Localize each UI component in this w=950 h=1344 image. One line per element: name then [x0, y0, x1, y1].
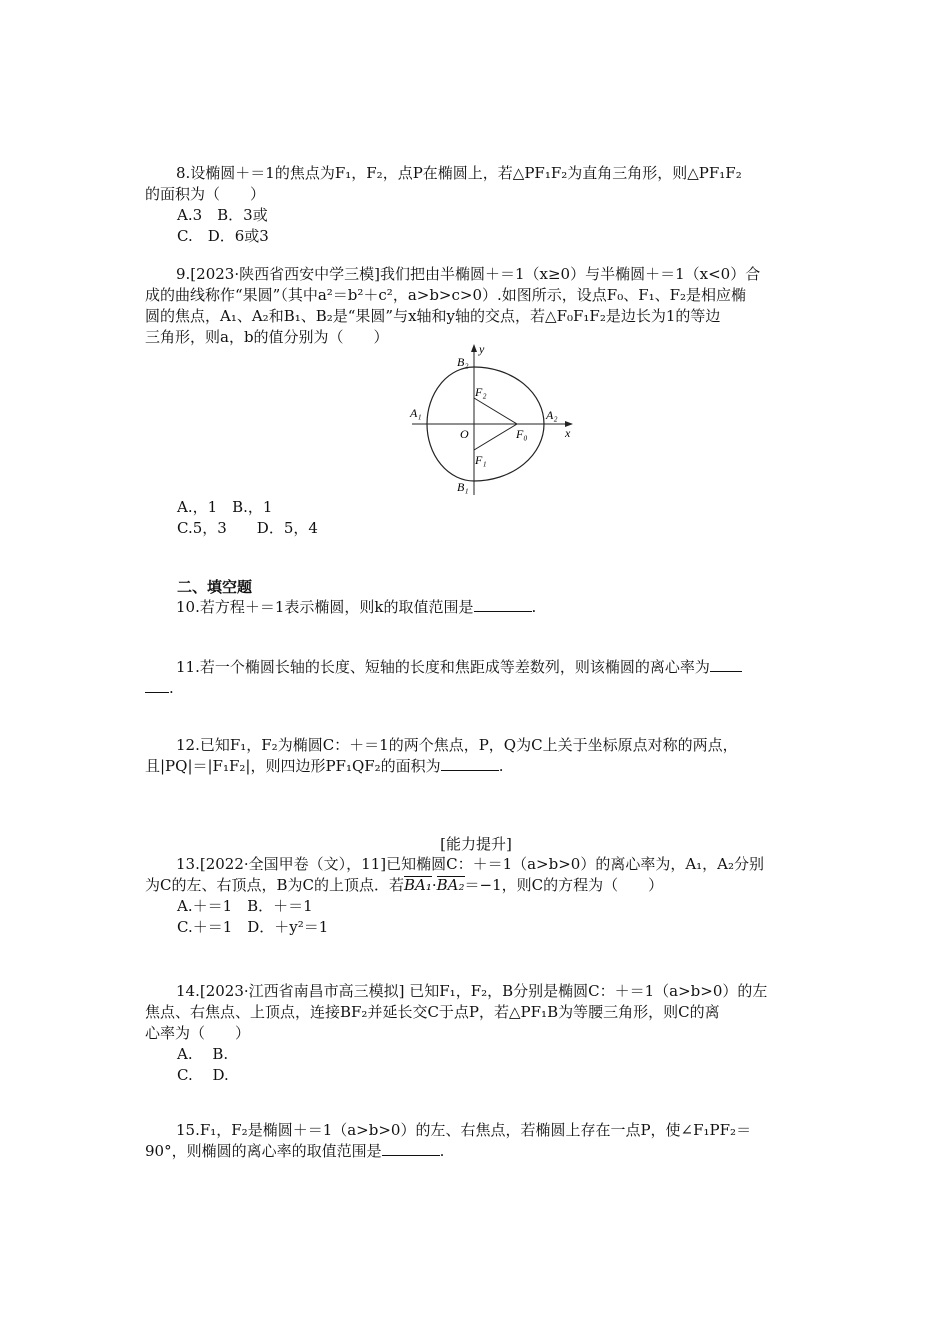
q9-line1: 9.[2023·陕西省西安中学三模]我们把由半椭圆＋＝1（x≥0）与半椭圆＋＝1（x<0）合 — [176, 265, 761, 283]
q10-text: 10.若方程＋＝1表示椭圆，则k的取值范围是 — [176, 598, 474, 616]
section-ability-title: [能力提升] — [440, 835, 512, 853]
q8-line1: 8.设椭圆＋＝1的焦点为F₁，F₂，点P在椭圆上，若△PF₁F₂为直角三角形，则△PF₁F₂ — [176, 164, 742, 182]
q10-answer-blank — [474, 597, 532, 612]
q13-dot: · — [431, 876, 437, 894]
label-a1: A₁ — [410, 406, 422, 420]
label-f2: F₂ — [475, 385, 487, 399]
q14-options-ab: A. B. — [177, 1045, 229, 1063]
label-b2: B₂ — [457, 355, 469, 369]
label-a2: A₂ — [546, 408, 558, 422]
q14-line1: 14.[2023·江西省南昌市高三模拟] 已知F₁，F₂，B分别是椭圆C：＋＝1（a>b>0）的左 — [176, 982, 768, 1000]
vector-arrow-bar — [437, 876, 465, 877]
q9-options-ab: A.，1 B.，1 — [177, 498, 273, 516]
q15-end: . — [439, 1142, 445, 1160]
question-9 — [145, 264, 807, 348]
fruit-ellipse-figure — [405, 340, 580, 500]
q9-options-cd: C.5，3 D．5，4 — [177, 519, 318, 537]
q12-answer-blank — [441, 756, 499, 771]
q8-options-cd: C. D．6或3 — [177, 227, 269, 245]
q13-line2b: ＝−1，则C的方程为（ ） — [464, 876, 664, 894]
q8-line2: 的面积为（ ） — [145, 185, 266, 203]
q15-answer-blank — [382, 1141, 440, 1156]
label-b1: B₁ — [457, 480, 469, 494]
section-fill-in-title: 二、填空题 — [177, 578, 253, 596]
q13-vector-ba1: BA₁ — [403, 876, 432, 894]
question-14 — [145, 981, 807, 1086]
label-f1: F₁ — [475, 453, 487, 467]
q11-line1: 11.若一个椭圆长轴的长度、短轴的长度和焦距成等差数列，则该椭圆的离心率为 — [176, 658, 710, 676]
label-o: O — [460, 427, 469, 441]
q11-answer-blank-cont — [145, 678, 169, 693]
q15-line2: 90°，则椭圆的离心率的取值范围是 — [145, 1142, 382, 1160]
question-9-options — [145, 497, 807, 539]
q9-line2: 成的曲线称作“果圆”（其中a²＝b²＋c²，a>b>c>0）.如图所示，设点F₀、F₁、F₂是相应椭 — [145, 286, 747, 304]
label-f0: F₀ — [516, 427, 528, 441]
q15-line1: 15.F₁，F₂是椭圆＋＝1（a>b>0）的左、右焦点，若椭圆上存在一点P，使∠F₁PF₂＝ — [176, 1121, 752, 1139]
q12-end: . — [498, 757, 504, 775]
q12-line1: 12.已知F₁，F₂为椭圆C：＋＝1的两个焦点，P，Q为C上关于坐标原点对称的两点， — [176, 736, 738, 754]
y-axis-arrow — [471, 344, 477, 352]
question-8 — [145, 163, 807, 247]
question-13 — [145, 854, 807, 938]
q14-line2: 焦点、右焦点、上顶点，连接BF₂并延长交C于点P，若△PF₁B为等腰三角形，则C的离 — [145, 1003, 720, 1021]
label-y: y — [479, 342, 485, 356]
q14-line3: 心率为（ ） — [145, 1024, 251, 1042]
q9-line3: 圆的焦点，A₁、A₂和B₁、B₂是“果圆”与x轴和y轴的交点，若△F₀F₁F₂是边长为1的等边 — [145, 307, 721, 325]
q11-end: . — [169, 679, 174, 697]
q10-end: . — [531, 598, 537, 616]
question-10 — [145, 597, 807, 618]
question-15 — [145, 1120, 807, 1162]
q8-options-ab: A.3 B．3或 — [177, 206, 268, 224]
q13-options-ab: A.＋＝1 B．＋＝1 — [177, 897, 313, 915]
q13-line2a: 为C的左、右顶点，B为C的上顶点．若 — [145, 876, 404, 894]
section-ability — [145, 833, 807, 854]
vector-arrow-bar — [404, 876, 432, 877]
question-12 — [145, 735, 807, 777]
question-11 — [145, 657, 807, 699]
q11-answer-blank — [710, 657, 742, 672]
q9-line4: 三角形，则a，b的值分别为（ ） — [145, 328, 389, 346]
q12-line2: 且|PQ|＝|F₁F₂|，则四边形PF₁QF₂的面积为 — [145, 757, 441, 775]
q13-line1: 13.[2022·全国甲卷（文），11]已知椭圆C：＋＝1（a>b>0）的离心率为，A₁，A₂分别 — [176, 855, 765, 873]
q13-vector-ba2: BA₂ — [436, 876, 465, 894]
label-x: x — [565, 426, 571, 440]
section-fill-in — [145, 577, 807, 598]
q13-options-cd: C.＋＝1 D．＋y²＝1 — [177, 918, 329, 936]
q14-options-cd: C. D. — [177, 1066, 229, 1084]
